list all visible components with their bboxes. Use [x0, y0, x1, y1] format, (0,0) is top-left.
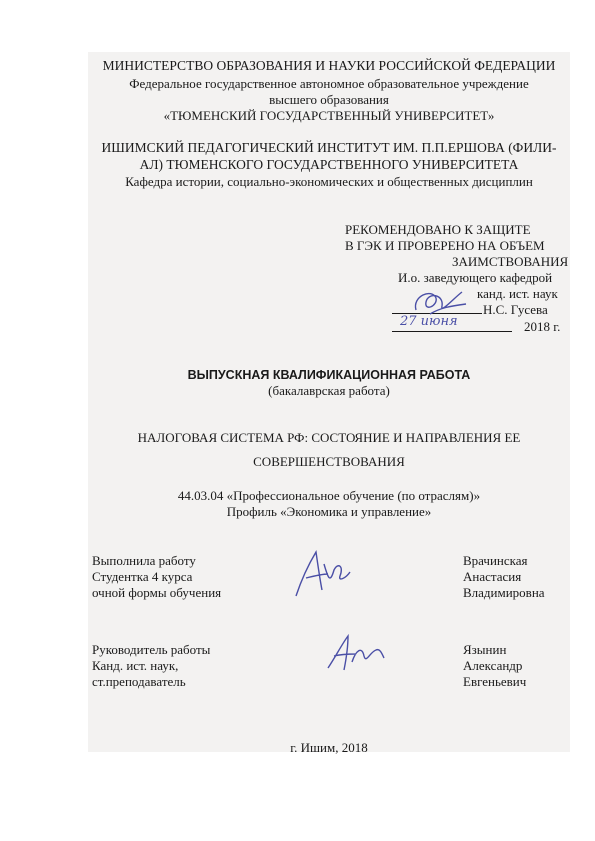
approval-year: 2018 г. — [524, 319, 561, 334]
supervisor-first-name: Александр — [463, 658, 523, 673]
profile-name: Профиль «Экономика и управление» — [226, 504, 432, 519]
supervisor-label2: Канд. ист. наук, — [92, 658, 179, 673]
branch-line2: АЛ) ТЮМЕНСКОГО ГОСУДАРСТВЕННОГО УНИВЕРСИТЕТА — [139, 157, 519, 172]
thesis-title-line2: СОВЕРШЕНСТВОВАНИЯ — [253, 454, 405, 469]
city-year: г. Ишим, 2018 — [290, 740, 368, 755]
ministry-name: МИНИСТЕРСТВО ОБРАЗОВАНИЯ И НАУКИ РОССИЙСКОЙ ФЕДЕРАЦИИ — [102, 58, 556, 73]
institution-type-line1: Федеральное государственное автономное образовательное учреждение — [129, 76, 529, 91]
author-label2: Студентка 4 курса — [92, 569, 193, 584]
author-signature — [288, 548, 358, 605]
work-subtype: (бакалаврская работа) — [268, 383, 390, 398]
approval-date-handwritten: 27 июня — [400, 314, 458, 329]
supervisor-signature — [322, 632, 388, 681]
approval-line3: ЗАИМСТВОВАНИЯ — [452, 254, 569, 269]
author-first-name: Анастасия — [463, 569, 522, 584]
supervisor-label1: Руководитель работы — [92, 642, 211, 657]
approval-line1: РЕКОМЕНДОВАНО К ЗАЩИТЕ — [345, 222, 531, 237]
author-label1: Выполнила работу — [92, 553, 196, 568]
author-patronymic: Владимировна — [463, 585, 545, 600]
specialty-code: 44.03.04 «Профессиональное обучение (по отраслям)» — [177, 488, 481, 503]
approver-degree: канд. ист. наук — [477, 286, 558, 301]
approver-name: Н.С. Гусева — [483, 302, 548, 317]
university-name: «ТЮМЕНСКИЙ ГОСУДАРСТВЕННЫЙ УНИВЕРСИТЕТ» — [163, 108, 495, 123]
approval-line2: В ГЭК И ПРОВЕРЕНО НА ОБЪЕМ — [345, 238, 545, 253]
work-type: ВЫПУСКНАЯ КВАЛИФИКАЦИОННАЯ РАБОТА — [187, 368, 471, 382]
supervisor-patronymic: Евгеньевич — [463, 674, 527, 689]
thesis-title-line1: НАЛОГОВАЯ СИСТЕМА РФ: СОСТОЯНИЕ И НАПРАВЛЕНИЯ ЕЕ — [137, 430, 521, 445]
branch-line1: ИШИМСКИЙ ПЕДАГОГИЧЕСКИЙ ИНСТИТУТ ИМ. П.П.ЕРШОВА (ФИЛИ- — [101, 140, 557, 155]
author-label3: очной формы обучения — [92, 585, 222, 600]
approver-position: И.о. заведующего кафедрой — [398, 270, 553, 285]
institution-type-line2: высшего образования — [269, 92, 389, 107]
department-name: Кафедра истории, социально-экономических и общественных дисциплин — [125, 174, 533, 189]
author-surname: Врачинская — [463, 553, 528, 568]
supervisor-label3: ст.преподаватель — [92, 674, 186, 689]
approver-signature — [410, 284, 470, 325]
supervisor-surname: Язынин — [463, 642, 507, 657]
